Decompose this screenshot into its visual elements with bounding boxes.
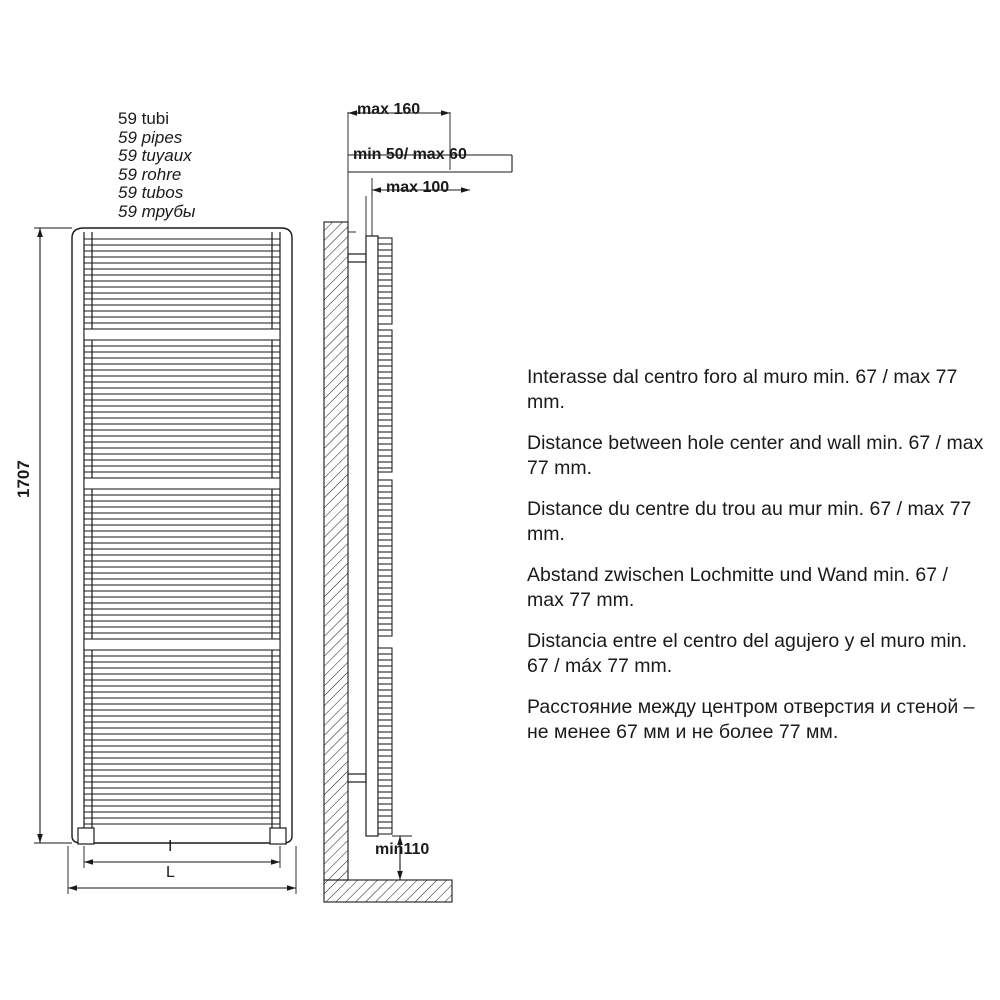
note-en: Distance between hole center and wall min. 67 / max 77 mm.: [527, 432, 984, 479]
notes-block: [527, 365, 987, 745]
dimension-min50max60-label: min 50/ max 60: [353, 146, 467, 163]
dimension-width-outer-label: L: [166, 864, 175, 881]
pipes-legend-it: 59 tubi: [118, 109, 170, 128]
note-fr: Distance du centre du trou au mur min. 67 / max 77 mm.: [527, 498, 972, 545]
pipes-legend: [118, 110, 318, 221]
dimension-height-label: 1707: [14, 460, 33, 498]
dimension-min110-label: min110: [375, 841, 430, 858]
note-it: Interasse dal centro foro al muro min. 67 / max 77 mm.: [527, 366, 958, 413]
note-de: Abstand zwischen Lochmitte und Wand min. 67 / max 77 mm.: [527, 564, 948, 611]
pipes-legend-es: 59 tubos: [118, 183, 184, 202]
dimension-max160-label: max 160: [357, 101, 421, 118]
pipes-legend-en: 59 pipes: [118, 127, 183, 147]
pipes-legend-fr: 59 tuyaux: [118, 146, 192, 165]
note-es: Distancia entre el centro del agujero y el muro min. 67 / máx 77 mm.: [527, 630, 968, 677]
dimension-width-inner-label: I: [168, 838, 173, 855]
pipes-legend-ru: 59 трубы: [118, 201, 196, 221]
note-ru: Расстояние между центром отверстия и стеной – не менее 67 мм и не более 77 мм.: [527, 696, 975, 743]
pipes-legend-de: 59 rohre: [118, 164, 182, 184]
dimension-max100-label: max 100: [386, 179, 450, 196]
